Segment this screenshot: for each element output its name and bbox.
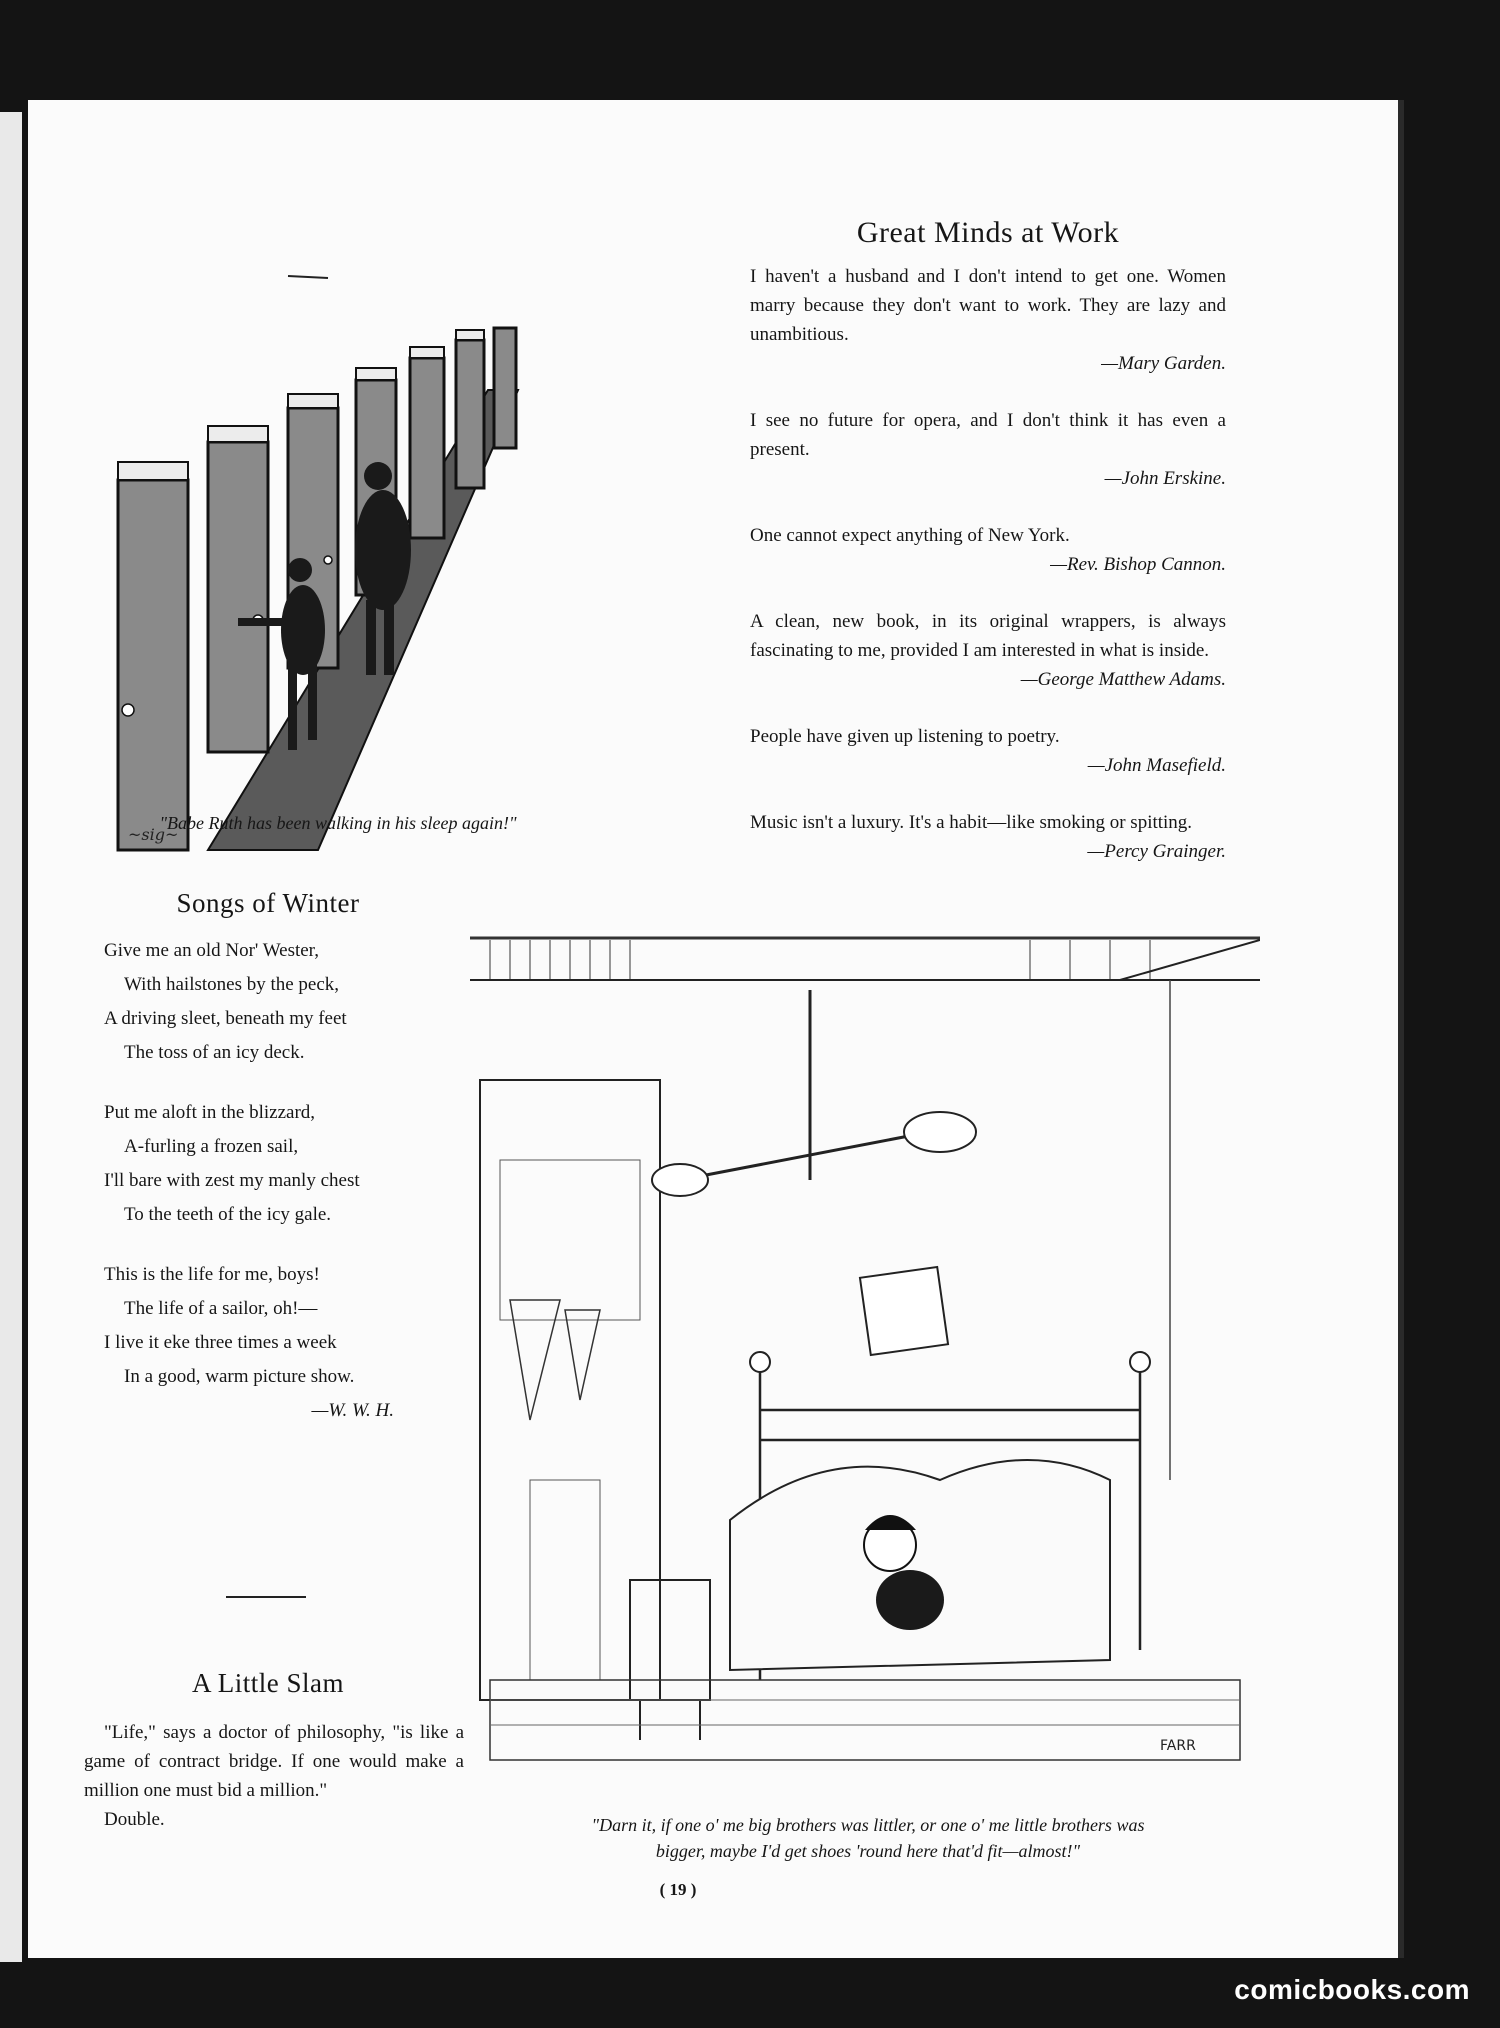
poem-line: To the teeth of the icy gale.	[124, 1204, 332, 1225]
quote-attribution: —John Erskine.	[1104, 468, 1226, 489]
poem-line: In a good, warm picture show.	[124, 1366, 355, 1387]
quote-text: I see no future for opera, and I don't think it has even a present.	[750, 410, 1226, 460]
quote-attribution: —Rev. Bishop Cannon.	[1050, 554, 1226, 575]
quote-block	[750, 722, 1226, 780]
facing-page-edge	[0, 112, 22, 1962]
poem-line: I'll bare with zest my manly chest	[104, 1170, 360, 1191]
poem-line: Put me aloft in the blizzard,	[104, 1102, 316, 1123]
little-slam-text	[84, 1718, 464, 1834]
poem-line: The toss of an icy deck.	[124, 1042, 305, 1063]
poem-attribution: —W. W. H.	[311, 1400, 394, 1421]
quote-attribution: —John Masefield.	[1087, 755, 1226, 776]
section-divider	[226, 1596, 306, 1598]
songs-of-winter-title: Songs of Winter	[176, 888, 360, 918]
quote-block	[750, 406, 1226, 493]
stanza	[104, 934, 464, 1070]
bedroom-illustration	[470, 880, 1260, 1780]
caption-babe-ruth: "Babe Ruth has been walking in his sleep again!"	[159, 813, 517, 833]
svg-text:FARR: FARR	[1160, 1738, 1196, 1754]
magazine-page	[28, 100, 1398, 1958]
corridor-illustration	[88, 180, 568, 870]
quote-block	[750, 262, 1226, 378]
stanza	[104, 1096, 464, 1232]
caption-line: "Darn it, if one o' me big brothers was littler, or one o' me little brothers was	[591, 1815, 1145, 1835]
poem-line: Give me an old Nor' Wester,	[104, 940, 320, 961]
site-watermark: comicbooks.com	[1234, 1974, 1470, 2005]
great-minds-quotes	[750, 262, 1226, 894]
quote-block	[750, 808, 1226, 866]
great-minds-title: Great Minds at Work	[856, 216, 1120, 249]
poem-line: A-furling a frozen sail,	[124, 1136, 299, 1157]
poem-line: This is the life for me, boys!	[104, 1264, 320, 1285]
cartoon-bedroom	[470, 880, 1260, 1780]
poem-line: The life of a sailor, oh!—	[124, 1298, 318, 1319]
slam-quote: "Life," says a doctor of philosophy, "is like a game of contract bridge. If one would make a million one must bid a million."	[84, 1722, 464, 1801]
quote-block	[750, 607, 1226, 694]
quote-text: One cannot expect anything of New York.	[750, 525, 1070, 546]
slam-reply: Double.	[104, 1809, 165, 1830]
quote-text: People have given up listening to poetry.	[750, 726, 1060, 747]
quote-text: A clean, new book, in its original wrappers, is always fascinating to me, provided I am interested in what is inside.	[750, 611, 1226, 661]
quote-attribution: —Mary Garden.	[1101, 353, 1226, 374]
quote-block	[750, 521, 1226, 579]
quote-text: Music isn't a luxury. It's a habit—like smoking or spitting.	[750, 812, 1193, 833]
quote-attribution: —Percy Grainger.	[1087, 841, 1226, 862]
quote-attribution: —George Matthew Adams.	[1020, 669, 1226, 690]
quote-text: I haven't a husband and I don't intend to get one. Women marry because they don't want to work. They are lazy and unambitious.	[750, 266, 1226, 345]
page-number: ( 19 )	[659, 1880, 697, 1899]
caption-line: bigger, maybe I'd get shoes 'round here that'd fit—almost!"	[655, 1841, 1081, 1861]
svg-text:~sig~: ~sig~	[128, 825, 179, 844]
page-shadow	[1398, 100, 1404, 1958]
cartoon-hotel-corridor	[88, 180, 568, 870]
poem-line: A driving sleet, beneath my feet	[104, 1008, 347, 1029]
little-slam-title: A Little Slam	[192, 1668, 344, 1698]
songs-of-winter-poem	[104, 934, 464, 1454]
poem-line: I live it eke three times a week	[104, 1332, 337, 1353]
stanza	[104, 1258, 464, 1428]
caption-darn-it	[478, 1812, 1258, 1864]
poem-line: With hailstones by the peck,	[124, 974, 340, 995]
